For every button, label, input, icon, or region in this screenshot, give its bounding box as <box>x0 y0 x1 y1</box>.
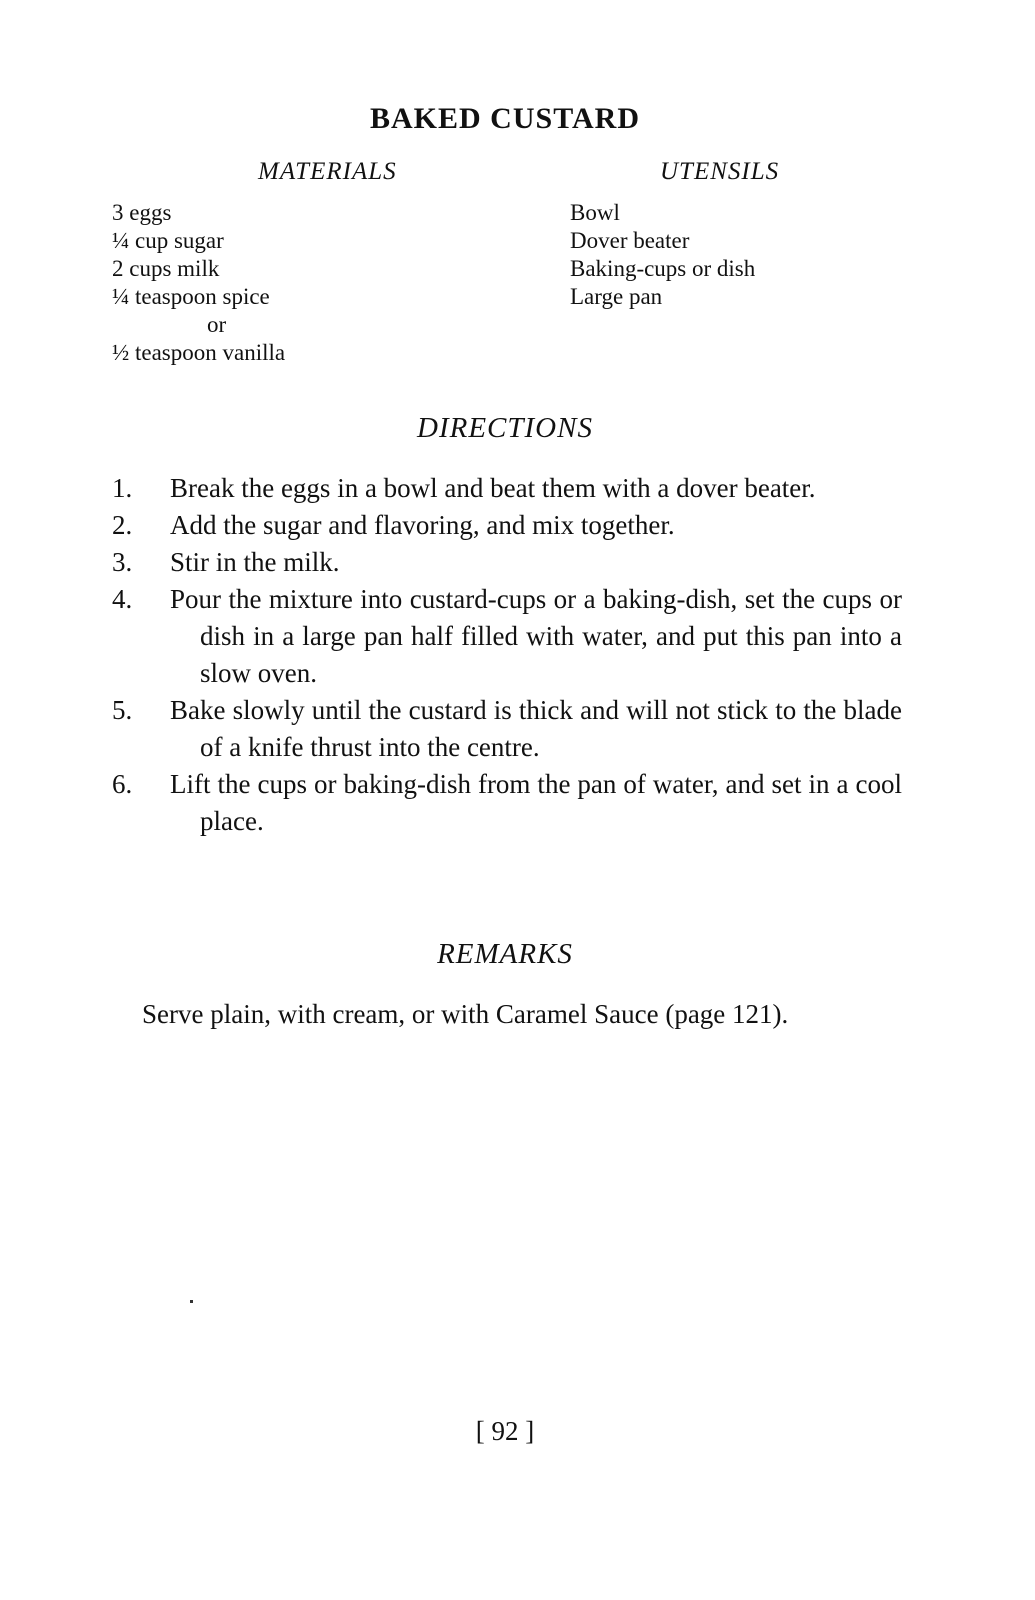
materials-heading: MATERIALS <box>258 158 397 185</box>
utensil-item: Bowl <box>570 200 620 225</box>
step-text: Break the eggs in a bowl and beat them with a dover beater. <box>170 473 816 503</box>
step-text: Add the sugar and flavoring, and mix together. <box>170 510 675 540</box>
directions-list <box>112 470 902 840</box>
utensil-item: Baking-cups or dish <box>570 256 756 281</box>
utensil-item: Dover beater <box>570 228 690 253</box>
print-speck <box>190 1300 193 1303</box>
page-number: [ 92 ] <box>475 1416 535 1446</box>
remarks-text: Serve plain, with cream, or with Caramel Sauce (page 121). <box>142 999 789 1029</box>
step-text: Lift the cups or baking-dish from the pan of water, and set in a cool place. <box>170 769 902 836</box>
step-number: 4. <box>112 584 133 614</box>
step-text: Pour the mixture into custard-cups or a baking-dish, set the cups or dish in a large pan half filled with water, and put this pan into a slow oven. <box>170 584 902 688</box>
material-item: ¼ cup sugar <box>112 228 224 253</box>
step-text: Stir in the milk. <box>170 547 340 577</box>
direction-step <box>112 470 902 507</box>
step-number: 1. <box>112 473 133 503</box>
materials-list <box>112 199 285 367</box>
direction-step <box>112 507 902 544</box>
utensils-list <box>570 199 755 311</box>
remarks-heading: REMARKS <box>437 938 573 970</box>
material-item: 2 cups milk <box>112 256 220 281</box>
step-number: 3. <box>112 547 133 577</box>
step-number: 2. <box>112 510 133 540</box>
direction-step <box>112 581 902 692</box>
step-number: 5. <box>112 695 133 725</box>
material-item: ¼ teaspoon spice <box>112 284 270 309</box>
utensils-heading: UTENSILS <box>660 158 780 185</box>
utensil-item: Large pan <box>570 284 663 309</box>
step-text: Bake slowly until the custard is thick and will not stick to the blade of a knife thrust into the centre. <box>170 695 902 762</box>
direction-step <box>112 544 902 581</box>
step-number: 6. <box>112 769 133 799</box>
directions-heading: DIRECTIONS <box>417 412 593 444</box>
direction-step <box>112 692 902 766</box>
material-item: ½ teaspoon vanilla <box>112 340 286 365</box>
direction-step <box>112 766 902 840</box>
material-alternative: or <box>207 312 227 337</box>
material-item: 3 eggs <box>112 200 172 225</box>
recipe-title: BAKED CUSTARD <box>370 102 640 135</box>
